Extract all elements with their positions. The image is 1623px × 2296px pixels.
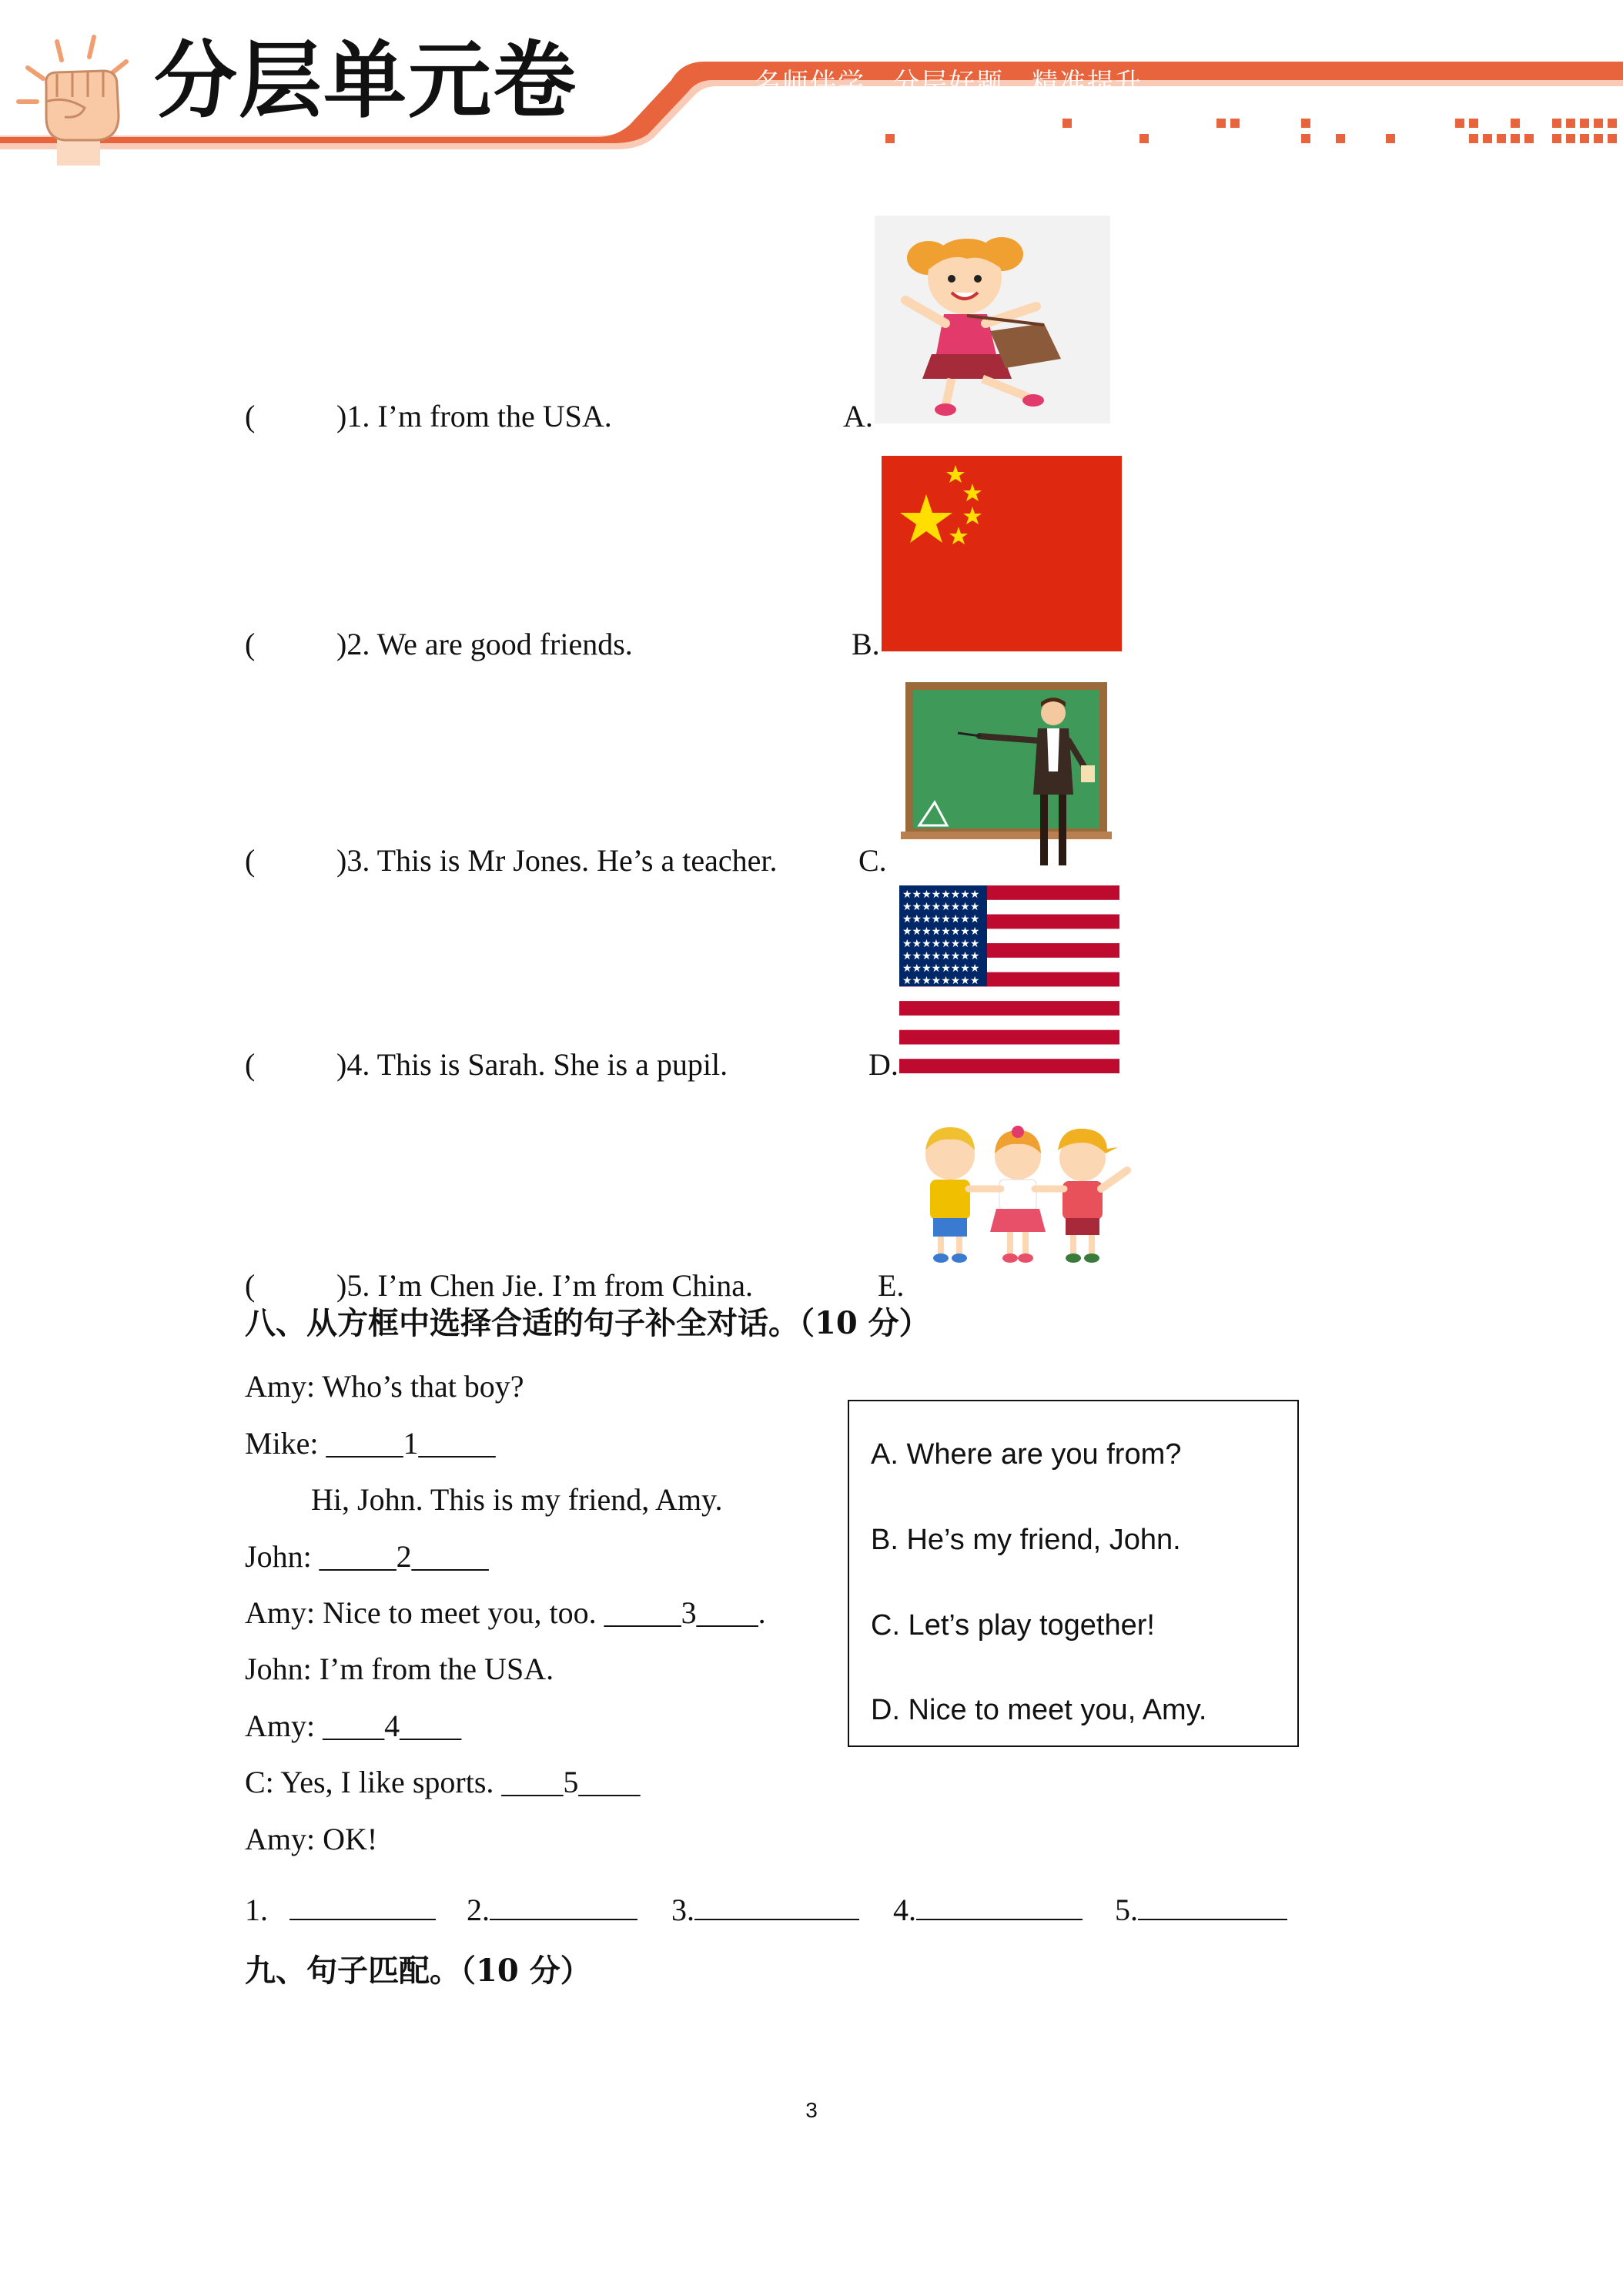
dialogue-line-3: Hi, John. This is my friend, Amy. (311, 1482, 723, 1517)
svg-text:★★★★★★★★: ★★★★★★★★ (902, 913, 980, 925)
option-d: D. Nice to meet you, Amy. (871, 1694, 1207, 1726)
china-flag-picture (882, 456, 1122, 651)
answer-slot-2 (467, 1894, 637, 1926)
slogan-1: 名师伴学 (755, 68, 865, 99)
answer-slot-4 (893, 1894, 1083, 1926)
three-friends-picture (910, 1120, 1133, 1266)
dialogue-line-1: Amy: Who’s that boy? (245, 1369, 524, 1404)
dialogue-line-6: John: I’m from the USA. (245, 1652, 554, 1686)
svg-text:★★★★★★★★: ★★★★★★★★ (902, 938, 980, 950)
svg-text:★★★★★★★★: ★★★★★★★★ (902, 889, 980, 901)
option-a: A. Where are you from? (871, 1438, 1182, 1471)
option-letter-e: E. (878, 1268, 905, 1303)
question-1: )1. I’m from the USA. (336, 399, 612, 433)
answer-slot-3 (671, 1894, 859, 1926)
answer-label-5: 5. (1115, 1893, 1138, 1927)
question-4: )4. This is Sarah. She is a pupil. (336, 1047, 728, 1082)
svg-text:★★★★★★★★: ★★★★★★★★ (902, 950, 980, 962)
svg-text:★★★★★★★★: ★★★★★★★★ (902, 962, 980, 975)
dialogue-line-5: Amy: Nice to meet you, too. _____3____. (245, 1595, 766, 1630)
slogan-3: 精准提升 (1032, 68, 1143, 99)
fist-logo-icon (11, 31, 142, 169)
slogan-2: 分层好题 (893, 68, 1004, 99)
answer-label-3: 3. (671, 1893, 694, 1927)
answer-blank-1[interactable] (289, 1894, 436, 1920)
answer-paren-4: ( (245, 1047, 256, 1082)
answer-paren-3: ( (245, 843, 256, 878)
option-letter-a: A. (843, 399, 873, 433)
answer-blank-4[interactable] (916, 1894, 1083, 1920)
header-slogan (755, 62, 1170, 99)
svg-text:★★★★★★★★: ★★★★★★★★ (902, 901, 980, 913)
answer-blank-2[interactable] (490, 1894, 637, 1920)
answer-label-2: 2. (467, 1893, 490, 1927)
answer-paren-5: ( (245, 1268, 256, 1303)
answer-label-4: 4. (893, 1893, 916, 1927)
option-letter-b: B. (852, 627, 880, 661)
answer-slot-1 (245, 1894, 436, 1926)
dialogue-line-7: Amy: ____4____ (245, 1709, 462, 1743)
option-c: C. Let’s play together! (871, 1609, 1155, 1642)
option-b: B. He’s my friend, John. (871, 1524, 1181, 1556)
teacher-blackboard-picture (901, 679, 1113, 872)
section-8-title: 八、从方框中选择合适的句子补全对话。（10 分） (245, 1305, 930, 1341)
answer-paren-2: ( (245, 627, 256, 661)
brand-title: 分层单元卷 (154, 33, 578, 129)
question-3: )3. This is Mr Jones. He’s a teacher. (336, 843, 778, 878)
answer-blank-5[interactable] (1138, 1894, 1287, 1920)
usa-flag-picture (899, 885, 1119, 1073)
answer-blank-3[interactable] (694, 1894, 859, 1920)
answer-label-1: 1. (245, 1893, 268, 1927)
dialogue-line-4: John: _____2_____ (245, 1539, 489, 1574)
option-letter-c: C. (858, 843, 887, 878)
dialogue-line-2: Mike: _____1_____ (245, 1426, 496, 1461)
svg-text:★★★★★★★★: ★★★★★★★★ (902, 925, 980, 938)
options-box (848, 1400, 1299, 1747)
page-number: 3 (805, 2098, 818, 2122)
answer-paren-1: ( (245, 399, 256, 433)
answer-slot-5 (1115, 1894, 1287, 1926)
svg-text:★★★★★★★★: ★★★★★★★★ (902, 975, 980, 987)
dialogue-line-8: C: Yes, I like sports. ____5____ (245, 1765, 641, 1799)
section-9-title: 九、句子匹配。（10 分） (245, 1953, 591, 1989)
girl-with-bag-picture (875, 216, 1110, 423)
option-letter-d: D. (868, 1047, 899, 1082)
dialogue-line-9: Amy: OK! (245, 1822, 378, 1856)
question-2: )2. We are good friends. (336, 627, 633, 661)
question-5: )5. I’m Chen Jie. I’m from China. (336, 1268, 753, 1303)
